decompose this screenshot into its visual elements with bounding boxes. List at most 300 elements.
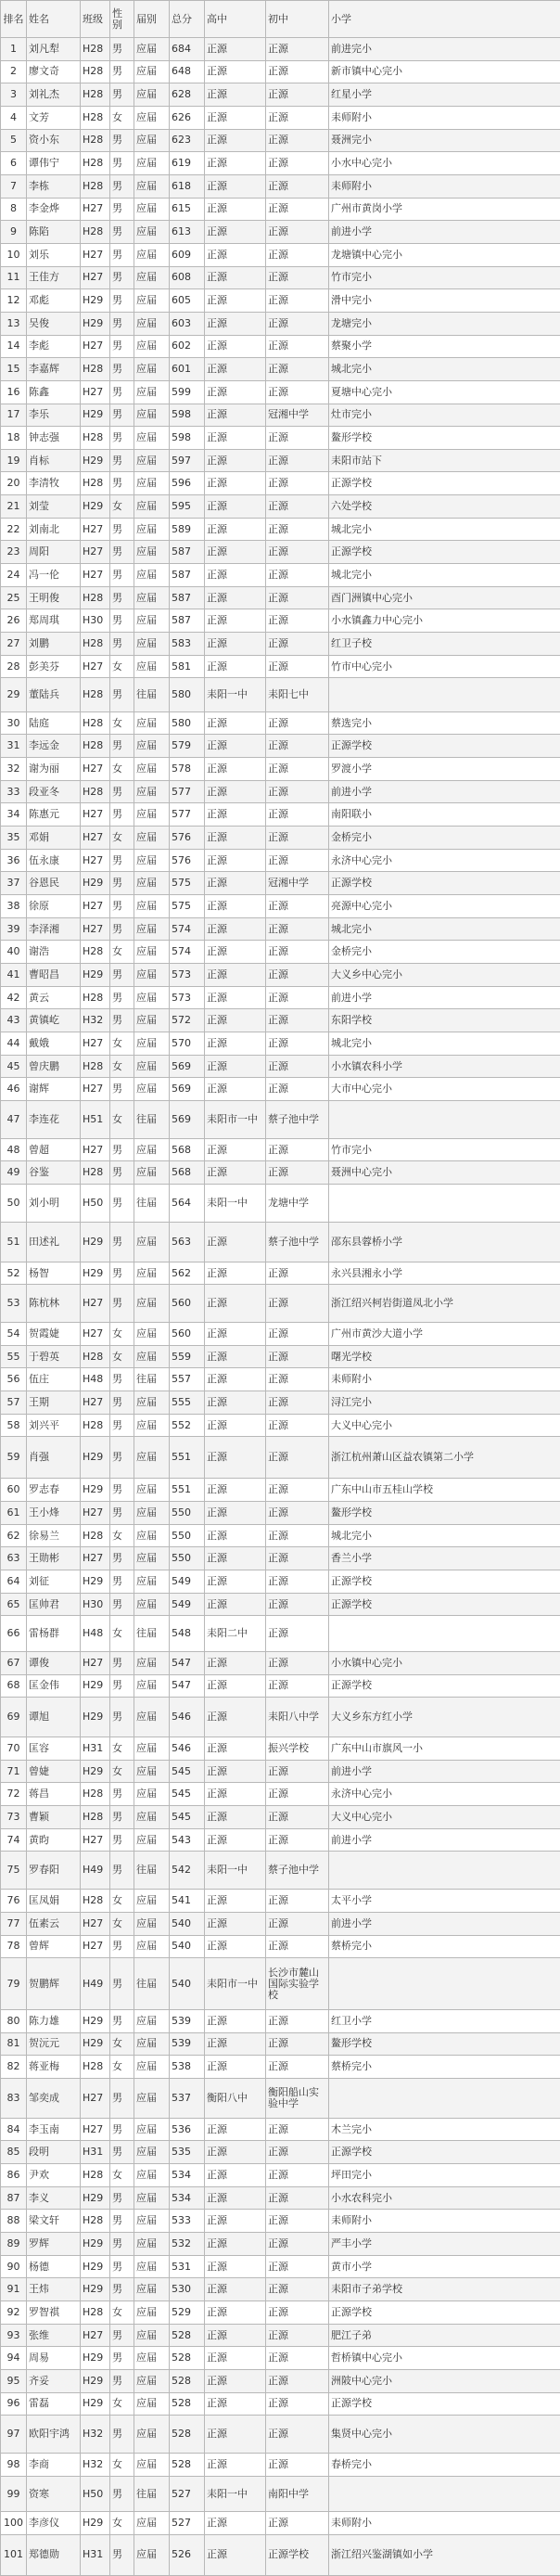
primary-school-cell: 小水农科完小	[329, 2186, 560, 2210]
high-school-cell: 正源	[205, 1055, 266, 1078]
table-row	[1, 106, 560, 129]
name-cell: 曹颖	[27, 1806, 81, 1829]
primary-school-cell	[329, 1185, 560, 1223]
cohort-cell: 应届	[134, 803, 170, 827]
rank-cell: 24	[1, 564, 27, 587]
table-row	[1, 2347, 560, 2370]
score-cell: 598	[170, 427, 205, 450]
rank-cell: 50	[1, 1185, 27, 1223]
cohort-cell: 应届	[134, 243, 170, 266]
class-cell: H27	[81, 1138, 110, 1161]
high-school-cell: 正源	[205, 1078, 266, 1101]
score-cell: 615	[170, 198, 205, 221]
table-row	[1, 495, 560, 519]
high-school-cell: 正源	[205, 129, 266, 152]
rank-cell: 68	[1, 1674, 27, 1698]
primary-school-cell: 前进完小	[329, 38, 560, 61]
primary-school-cell: 正源学校	[329, 1593, 560, 1616]
class-cell: H29	[81, 289, 110, 313]
name-cell: 吴俊	[27, 312, 81, 335]
high-school-cell: 正源	[205, 221, 266, 244]
score-cell: 564	[170, 1185, 205, 1223]
middle-school-cell: 正源	[266, 1616, 329, 1652]
primary-school-cell: 太平小学	[329, 1890, 560, 1913]
class-cell: H27	[81, 1912, 110, 1935]
cohort-cell: 应届	[134, 1437, 170, 1479]
middle-school-cell: 正源	[266, 1593, 329, 1616]
cohort-cell: 应届	[134, 1651, 170, 1674]
middle-school-cell: 正源	[266, 221, 329, 244]
gender-cell: 男	[110, 1222, 134, 1262]
middle-school-cell: 正源	[266, 1479, 329, 1502]
primary-school-cell: 竹市中心完小	[329, 655, 560, 678]
primary-school-cell: 正源学校	[329, 872, 560, 895]
class-cell: H28	[81, 2210, 110, 2233]
class-cell: H29	[81, 495, 110, 519]
rank-cell: 95	[1, 2370, 27, 2393]
table-row	[1, 1285, 560, 1323]
middle-school-cell: 正源	[266, 2032, 329, 2056]
middle-school-cell: 正源	[266, 38, 329, 61]
high-school-cell: 正源	[205, 1262, 266, 1285]
class-cell: H27	[81, 541, 110, 564]
primary-school-cell: 坪田完小	[329, 2164, 560, 2187]
cohort-cell: 应届	[134, 1479, 170, 1502]
name-cell: 李远金	[27, 735, 81, 758]
name-cell: 刘礼杰	[27, 83, 81, 107]
gender-cell: 男	[110, 1547, 134, 1570]
class-cell: H28	[81, 711, 110, 735]
gender-cell: 男	[110, 1674, 134, 1698]
class-cell: H28	[81, 986, 110, 1009]
rank-cell: 10	[1, 243, 27, 266]
primary-school-cell	[329, 1852, 560, 1890]
rank-cell: 72	[1, 1783, 27, 1806]
table-row	[1, 2278, 560, 2301]
middle-school-cell: 正源	[266, 2454, 329, 2477]
name-cell: 谷恩民	[27, 872, 81, 895]
high-school-cell: 正源	[205, 1674, 266, 1698]
primary-school-cell: 金桥完小	[329, 941, 560, 964]
score-cell: 528	[170, 2416, 205, 2454]
primary-school-header: 小学	[329, 1, 560, 38]
gender-cell: 男	[110, 2416, 134, 2454]
cohort-cell: 应届	[134, 2164, 170, 2187]
name-cell: 齐妥	[27, 2370, 81, 2393]
cohort-cell: 应届	[134, 380, 170, 404]
rank-cell: 56	[1, 1368, 27, 1391]
gender-cell: 男	[110, 289, 134, 313]
high-school-cell: 正源	[205, 174, 266, 198]
middle-school-cell: 正源	[266, 541, 329, 564]
name-cell: 陈杭林	[27, 1285, 81, 1323]
name-cell: 谢辉	[27, 1078, 81, 1101]
primary-school-cell: 前进小学	[329, 221, 560, 244]
cohort-cell: 应届	[134, 1323, 170, 1346]
rank-cell: 4	[1, 106, 27, 129]
cohort-cell: 应届	[134, 174, 170, 198]
cohort-cell: 应届	[134, 1524, 170, 1547]
high-school-cell: 正源	[205, 827, 266, 850]
score-cell: 550	[170, 1502, 205, 1525]
primary-school-cell: 集贤中心完小	[329, 2416, 560, 2454]
cohort-cell: 应届	[134, 849, 170, 872]
score-cell: 550	[170, 1547, 205, 1570]
score-cell: 533	[170, 2210, 205, 2233]
gender-cell: 男	[110, 380, 134, 404]
score-cell: 601	[170, 358, 205, 381]
gender-cell: 男	[110, 1852, 134, 1890]
cohort-cell: 应届	[134, 2032, 170, 2056]
score-cell: 547	[170, 1674, 205, 1698]
name-cell: 冯一伦	[27, 564, 81, 587]
middle-school-cell: 正源	[266, 609, 329, 633]
gender-cell: 女	[110, 1345, 134, 1368]
middle-school-cell: 正源	[266, 2324, 329, 2347]
high-school-cell: 正源	[205, 106, 266, 129]
gender-cell: 男	[110, 518, 134, 541]
high-school-cell: 正源	[205, 1323, 266, 1346]
cohort-cell: 应届	[134, 941, 170, 964]
class-cell: H32	[81, 1009, 110, 1032]
table-row	[1, 711, 560, 735]
primary-school-cell: 正源学校	[329, 472, 560, 495]
middle-school-cell: 正源	[266, 152, 329, 175]
primary-school-cell: 木兰完小	[329, 2118, 560, 2141]
cohort-cell: 应届	[134, 711, 170, 735]
name-cell: 李义	[27, 2186, 81, 2210]
primary-school-cell: 耒师附小	[329, 1368, 560, 1391]
high-school-cell: 正源	[205, 1890, 266, 1913]
rank-cell: 55	[1, 1345, 27, 1368]
high-school-cell: 正源	[205, 780, 266, 803]
high-school-cell: 正源	[205, 2347, 266, 2370]
score-cell: 613	[170, 221, 205, 244]
primary-school-cell: 小水镇中心完小	[329, 1651, 560, 1674]
cohort-cell: 应届	[134, 2056, 170, 2079]
name-cell: 杨智	[27, 1262, 81, 1285]
table-row	[1, 633, 560, 656]
gender-cell: 男	[110, 38, 134, 61]
score-cell: 551	[170, 1479, 205, 1502]
rank-cell: 98	[1, 2454, 27, 2477]
primary-school-cell: 大义乡东方红小学	[329, 1698, 560, 1737]
score-cell: 602	[170, 335, 205, 358]
name-cell: 徐易兰	[27, 1524, 81, 1547]
cohort-cell: 应届	[134, 518, 170, 541]
primary-school-cell: 鳌形学校	[329, 2032, 560, 2056]
name-cell: 谷鉴	[27, 1161, 81, 1185]
rank-cell: 41	[1, 964, 27, 987]
middle-school-cell: 正源	[266, 633, 329, 656]
class-cell: H27	[81, 2078, 110, 2118]
high-school-cell: 正源	[205, 266, 266, 289]
primary-school-cell: 大义乡中心完小	[329, 964, 560, 987]
table-row	[1, 1391, 560, 1415]
primary-school-cell: 罗渡小学	[329, 758, 560, 781]
class-cell: H28	[81, 106, 110, 129]
gender-cell: 男	[110, 1958, 134, 2010]
primary-school-cell: 大市中心完小	[329, 1078, 560, 1101]
score-cell: 619	[170, 152, 205, 175]
cohort-cell: 应届	[134, 1593, 170, 1616]
middle-school-cell: 龙塘中学	[266, 1185, 329, 1223]
score-cell: 552	[170, 1414, 205, 1437]
primary-school-cell: 耒阳市子弟学校	[329, 2278, 560, 2301]
name-cell: 陆庭	[27, 711, 81, 735]
primary-school-cell: 金桥完小	[329, 827, 560, 850]
gender-cell: 女	[110, 1524, 134, 1547]
table-row	[1, 2416, 560, 2454]
primary-school-cell	[329, 2476, 560, 2512]
high-school-cell: 正源	[205, 1009, 266, 1032]
table-row	[1, 1593, 560, 1616]
score-cell: 560	[170, 1323, 205, 1346]
class-cell: H27	[81, 803, 110, 827]
primary-school-cell: 蔡桥完小	[329, 2056, 560, 2079]
cohort-cell: 应届	[134, 917, 170, 941]
table-row	[1, 1345, 560, 1368]
middle-school-cell: 正源	[266, 1502, 329, 1525]
cohort-cell: 应届	[134, 735, 170, 758]
high-school-cell: 正源	[205, 2301, 266, 2325]
name-cell: 贺霞婕	[27, 1323, 81, 1346]
high-school-cell: 正源	[205, 2164, 266, 2187]
rank-cell: 76	[1, 1890, 27, 1913]
rank-cell: 67	[1, 1651, 27, 1674]
high-school-cell: 正源	[205, 1593, 266, 1616]
primary-school-cell: 香兰小学	[329, 1547, 560, 1570]
rank-cell: 69	[1, 1698, 27, 1737]
rank-cell: 5	[1, 129, 27, 152]
name-cell: 李彪	[27, 335, 81, 358]
gender-cell: 男	[110, 1161, 134, 1185]
name-cell: 谢为丽	[27, 758, 81, 781]
cohort-cell: 应届	[134, 2009, 170, 2032]
middle-school-cell: 正源	[266, 964, 329, 987]
class-cell: H29	[81, 2392, 110, 2416]
score-cell: 555	[170, 1391, 205, 1415]
class-cell: H30	[81, 609, 110, 633]
high-school-cell: 正源	[205, 633, 266, 656]
middle-school-cell: 正源	[266, 1009, 329, 1032]
middle-school-cell: 正源	[266, 495, 329, 519]
name-cell: 贺鹏辉	[27, 1958, 81, 2010]
class-cell: H29	[81, 2370, 110, 2393]
gender-cell: 男	[110, 2278, 134, 2301]
gender-cell: 男	[110, 83, 134, 107]
gender-cell: 男	[110, 541, 134, 564]
middle-school-cell: 正源	[266, 2370, 329, 2393]
middle-school-cell: 正源	[266, 2301, 329, 2325]
cohort-cell: 应届	[134, 2118, 170, 2141]
middle-school-cell: 正源	[266, 243, 329, 266]
rank-cell: 7	[1, 174, 27, 198]
primary-school-cell: 前进小学	[329, 1828, 560, 1852]
primary-school-cell: 耒师附小	[329, 2512, 560, 2535]
class-cell: H28	[81, 1161, 110, 1185]
class-cell: H28	[81, 221, 110, 244]
middle-school-cell: 正源	[266, 1055, 329, 1078]
score-cell: 626	[170, 106, 205, 129]
middle-school-cell: 正源	[266, 1806, 329, 1829]
rank-cell: 87	[1, 2186, 27, 2210]
name-cell: 罗志春	[27, 1479, 81, 1502]
middle-school-cell: 正源	[266, 986, 329, 1009]
gender-cell: 女	[110, 1032, 134, 1056]
middle-school-cell: 正源	[266, 1138, 329, 1161]
class-cell: H49	[81, 1958, 110, 2010]
high-school-cell: 正源	[205, 586, 266, 609]
name-cell: 刘南北	[27, 518, 81, 541]
primary-school-cell: 聂洲完小	[329, 129, 560, 152]
class-cell: H28	[81, 780, 110, 803]
table-row	[1, 472, 560, 495]
gender-cell: 男	[110, 1078, 134, 1101]
score-cell: 545	[170, 1783, 205, 1806]
score-cell: 530	[170, 2278, 205, 2301]
class-cell: H27	[81, 1323, 110, 1346]
primary-school-cell: 耒师附小	[329, 2210, 560, 2233]
middle-school-cell: 振兴学校	[266, 1737, 329, 1761]
name-cell: 徐原	[27, 895, 81, 918]
score-cell: 628	[170, 83, 205, 107]
table-row	[1, 2118, 560, 2141]
score-cell: 618	[170, 174, 205, 198]
high-school-cell: 正源	[205, 1368, 266, 1391]
name-cell: 郑周琪	[27, 609, 81, 633]
middle-school-cell: 正源	[266, 895, 329, 918]
table-row	[1, 2476, 560, 2512]
score-cell: 540	[170, 1912, 205, 1935]
middle-school-cell: 正源	[266, 2009, 329, 2032]
class-cell: H29	[81, 872, 110, 895]
middle-school-cell: 正源	[266, 1570, 329, 1594]
primary-school-cell: 正源学校	[329, 735, 560, 758]
class-cell: H27	[81, 1502, 110, 1525]
rank-cell: 29	[1, 678, 27, 711]
score-cell: 587	[170, 541, 205, 564]
rank-cell: 21	[1, 495, 27, 519]
table-row	[1, 895, 560, 918]
rank-cell: 30	[1, 711, 27, 735]
gender-cell: 男	[110, 2118, 134, 2141]
cohort-cell: 应届	[134, 106, 170, 129]
name-cell: 李嘉辉	[27, 358, 81, 381]
rank-cell: 77	[1, 1912, 27, 1935]
score-cell: 543	[170, 1828, 205, 1852]
primary-school-cell: 亮源中心完小	[329, 895, 560, 918]
middle-school-cell: 蔡子池中学	[266, 1100, 329, 1138]
name-cell: 刘鹏	[27, 633, 81, 656]
primary-school-cell: 红星小学	[329, 83, 560, 107]
rank-cell: 43	[1, 1009, 27, 1032]
score-cell: 579	[170, 735, 205, 758]
class-cell: H48	[81, 1368, 110, 1391]
gender-cell: 男	[110, 2009, 134, 2032]
cohort-cell: 应届	[134, 1032, 170, 1056]
high-school-cell: 正源	[205, 1161, 266, 1185]
table-row	[1, 1262, 560, 1285]
high-school-cell: 正源	[205, 1222, 266, 1262]
cohort-cell: 应届	[134, 495, 170, 519]
table-row	[1, 1032, 560, 1056]
score-cell: 549	[170, 1593, 205, 1616]
middle-school-cell: 正源	[266, 358, 329, 381]
name-cell: 田述礼	[27, 1222, 81, 1262]
primary-school-cell: 酉门洲镇中心完小	[329, 586, 560, 609]
table-row	[1, 2255, 560, 2278]
name-cell: 黄云	[27, 986, 81, 1009]
primary-school-cell: 严丰小学	[329, 2233, 560, 2256]
table-row	[1, 1055, 560, 1078]
primary-school-cell	[329, 2078, 560, 2118]
score-cell: 569	[170, 1078, 205, 1101]
name-cell: 谭俊	[27, 1651, 81, 1674]
table-row	[1, 1100, 560, 1138]
cohort-cell: 应届	[134, 221, 170, 244]
gender-cell: 女	[110, 2454, 134, 2477]
rank-cell: 82	[1, 2056, 27, 2079]
high-school-cell: 正源	[205, 312, 266, 335]
cohort-cell: 应届	[134, 404, 170, 427]
cohort-cell: 应届	[134, 2454, 170, 2477]
middle-school-cell: 耒阳八中学	[266, 1698, 329, 1737]
class-cell: H29	[81, 312, 110, 335]
class-cell: H28	[81, 1345, 110, 1368]
middle-school-cell: 南阳中学	[266, 2476, 329, 2512]
gender-cell: 女	[110, 827, 134, 850]
cohort-cell: 应届	[134, 1783, 170, 1806]
class-cell: H29	[81, 1698, 110, 1737]
score-cell: 532	[170, 2233, 205, 2256]
score-cell: 547	[170, 1651, 205, 1674]
high-school-cell: 正源	[205, 2210, 266, 2233]
table-row	[1, 1479, 560, 1502]
gender-cell: 男	[110, 2255, 134, 2278]
high-school-header: 高中	[205, 1, 266, 38]
gender-cell: 男	[110, 221, 134, 244]
name-cell: 谭旭	[27, 1698, 81, 1737]
primary-school-cell: 蔡桥完小	[329, 1935, 560, 1958]
name-cell: 匡帅君	[27, 1593, 81, 1616]
middle-school-cell: 蔡子池中学	[266, 1852, 329, 1890]
name-cell: 资寒	[27, 2476, 81, 2512]
score-cell: 526	[170, 2534, 205, 2575]
class-cell: H51	[81, 1100, 110, 1138]
middle-school-cell: 正源	[266, 1078, 329, 1101]
name-cell: 廖文奇	[27, 60, 81, 83]
middle-school-cell: 正源	[266, 711, 329, 735]
middle-school-cell: 正源	[266, 449, 329, 472]
name-cell: 雷杨群	[27, 1616, 81, 1652]
middle-school-cell: 正源	[266, 2347, 329, 2370]
name-cell: 段明	[27, 2141, 81, 2164]
table-row	[1, 380, 560, 404]
primary-school-cell: 正源学校	[329, 541, 560, 564]
gender-cell: 男	[110, 1479, 134, 1502]
table-row	[1, 986, 560, 1009]
rank-cell: 15	[1, 358, 27, 381]
primary-school-cell: 夏塘中心完小	[329, 380, 560, 404]
gender-cell: 男	[110, 472, 134, 495]
gender-cell: 男	[110, 2186, 134, 2210]
table-row	[1, 609, 560, 633]
cohort-cell: 应届	[134, 2370, 170, 2393]
rank-cell: 94	[1, 2347, 27, 2370]
class-cell: H29	[81, 449, 110, 472]
gender-cell: 女	[110, 1890, 134, 1913]
